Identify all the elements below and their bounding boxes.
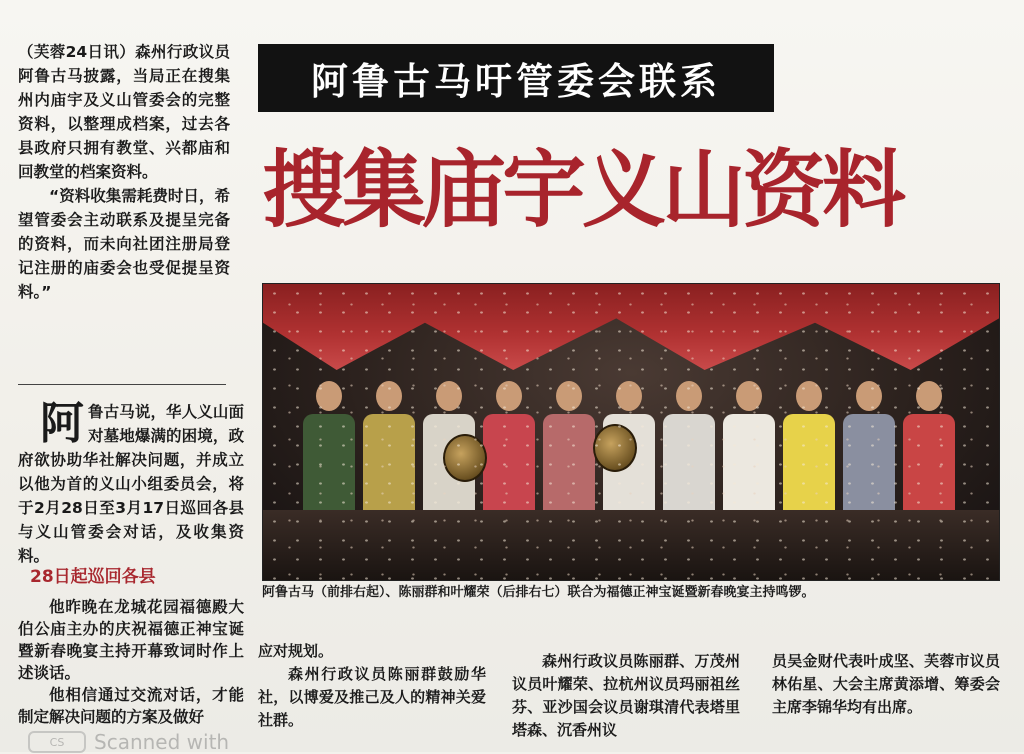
bottom-column-1 (258, 640, 486, 732)
headline-main: 搜集庙宇义山资料 (262, 140, 903, 239)
column-1-line-1: 应对规划。 (258, 642, 334, 660)
photo-caption: 阿鲁古马（前排右起）、陈丽群和叶耀荣（后排右七）联合为福德正神宝诞暨新春晚宴主持鸣锣。 (262, 585, 815, 600)
body-paragraph-1: 他昨晚在龙城花园福德殿大伯公庙主办的庆祝福德正神宝诞暨新春晚宴主持开幕致词时作上述谈话。 (18, 598, 244, 682)
column-2-text: 森州行政议员陈丽群、万茂州议员叶耀荣、拉杭州议员玛丽祖丝芬、亚沙国会议员谢琪清代表塔里塔森、沉香州议 (512, 652, 740, 739)
article-body-dropcap (18, 400, 244, 568)
scanner-watermark (28, 730, 229, 754)
intro-paragraph-1: （芙蓉24日讯）森州行政议员阿鲁古马披露，当局正在搜集州内庙宇及义山管委会的完整资料，以整理成档案，过去各县政府只拥有教堂、兴都庙和回教堂的档案资料。 (18, 43, 230, 181)
column-3-text: 员吴金财代表叶成坚、芙蓉市议员林佑星、大会主席黄添增、筹委会主席李锦华均有出席。 (772, 652, 1000, 716)
column-divider (18, 384, 226, 385)
watermark-text: Scanned with (94, 730, 230, 754)
article-subhead: 28日起巡回各县 (30, 567, 156, 587)
intro-paragraph-2: “资料收集需耗费时日，希望管委会主动联系及提呈完备的资料，而未向社团注册局登记注册的庙委会也受促提呈资料。” (18, 187, 230, 301)
body-paragraph-2: 他相信通过交流对话，才能制定解决问题的方案及做好 (18, 686, 244, 726)
camscanner-icon: CS (28, 731, 86, 753)
news-photo (262, 283, 1000, 581)
bottom-column-3 (772, 650, 1000, 719)
dropcap-letter: 阿 (40, 398, 84, 449)
confetti (263, 284, 999, 580)
dropcap-paragraph: 鲁古马说，华人义山面对墓地爆满的困境，政府欲协助华社解决问题，并成立以他为首的义山小组委员会，将于2月28日至3月17日巡回各县与义山管委会对话，及收集资料。 (18, 403, 244, 565)
article-body-continued (18, 596, 244, 728)
article-intro (18, 40, 230, 304)
column-1-line-2: 森州行政议员陈丽群鼓励华社，以博爱及推己及人的精神关爱社群。 (258, 665, 486, 729)
headline-kicker: 阿鲁古马吁管委会联系 (258, 44, 774, 112)
bottom-column-2 (512, 650, 740, 742)
